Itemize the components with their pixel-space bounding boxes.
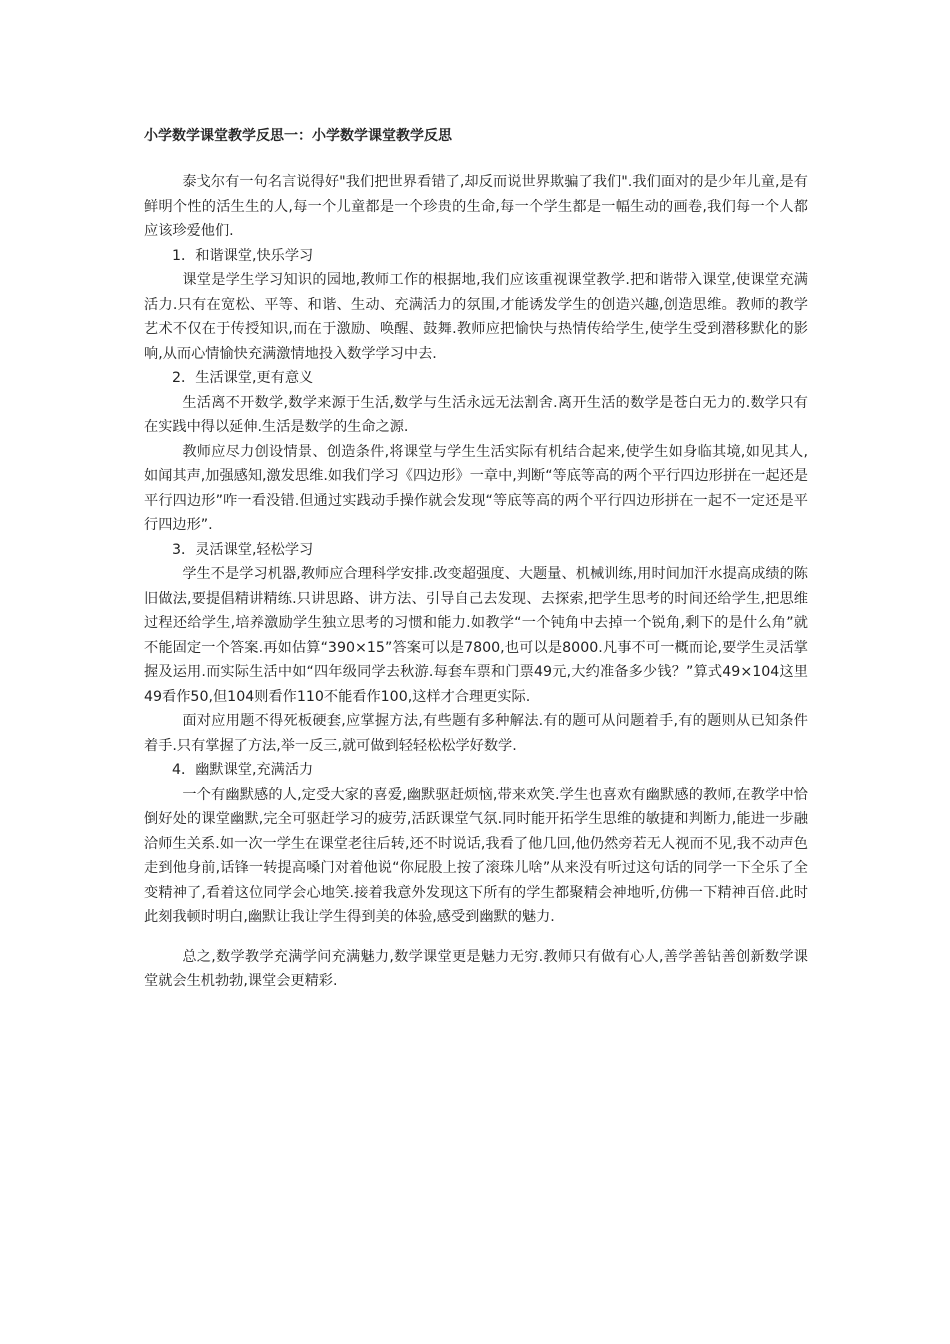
section-heading-2: 2．生活课堂,更有意义 <box>172 370 314 386</box>
paragraph: 生活离不开数学,数学来源于生活,数学与生活永远无法割舍.离开生活的数学是苍白无力的.数学只有在实践中得以延伸.生活是数学的生命之源. <box>144 394 808 435</box>
section-heading-3: 3．灵活课堂,轻松学习 <box>172 541 314 558</box>
document-body <box>144 122 808 994</box>
section-heading-1: 1．和谐课堂,快乐学习 <box>172 247 314 264</box>
document-title: 小学数学课堂教学反思一：小学数学课堂教学反思 <box>144 128 452 144</box>
paragraph: 面对应用题不得死板硬套,应掌握方法,有些题有多种解法.有的题可从问题着手,有的题则从已知条件着手.只有掌握了方法,举一反三,就可做到轻轻松松学好数学. <box>144 713 808 754</box>
paragraph-conclusion: 总之,数学教学充满学问充满魅力,数学课堂更是魅力无穷.教师只有做有心人,善学善钻善创新数学课堂就会生机勃勃,课堂会更精彩. <box>144 948 808 989</box>
paragraph-intro: 泰戈尔有一句名言说得好"我们把世界看错了,却反而说世界欺骗了我们".我们面对的是少年儿童,是有鲜明个性的活生生的人,每一个儿童都是一个珍贵的生命,每一个学生都是一幅生动的画卷,我们每一个人都应该珍爱他们. <box>144 174 808 239</box>
paragraph: 一个有幽默感的人,定受大家的喜爱,幽默驱赶烦恼,带来欢笑.学生也喜欢有幽默感的教师,在教学中恰倒好处的课堂幽默,完全可驱赶学习的疲劳,活跃课堂气氛.同时能开拓学生思维的敏捷和判断力,能进一步融洽师生关系.如一次一学生在课堂老往后转,还不时说话,我看了他几回,他仍然旁若无人视而不见,我不动声色走到他身前,话锋一转提高嗓门对着他说“你屁股上按了滚珠儿啥”从来没有听过这句话的同学一下全乐了全变精神了,看着这位同学会心地笑.接着我意外发现这下所有的学生都聚精会神地听,仿佛一下精神百倍.此时此刻我顿时明白,幽默让我让学生得到美的体验,感受到幽默的魅力. <box>144 786 808 925</box>
section-heading-4: 4．幽默课堂,充满活力 <box>172 762 314 778</box>
paragraph: 课堂是学生学习知识的园地,教师工作的根据地,我们应该重视课堂教学.把和谐带入课堂,使课堂充满活力.只有在宽松、平等、和谐、生动、充满活力的氛围,才能诱发学生的创造兴趣,创造思维。教师的教学艺术不仅在于传授知识,而在于激励、唤醒、鼓舞.教师应把愉快与热情传给学生,使学生受到潜移默化的影响,从而心情愉快充满激情地投入数学学习中去. <box>144 272 808 362</box>
paragraph: 教师应尽力创设情景、创造条件,将课堂与学生生活实际有机结合起来,使学生如身临其境,如见其人,如闻其声,加强感知,激发思维.如我们学习《四边形》一章中,判断“等底等高的两个平行四边形拼在一起还是平行四边形”咋一看没错.但通过实践动手操作就会发现“等底等高的两个平行四边形拼在一起不一定还是平行四边形”. <box>144 443 808 533</box>
paragraph: 学生不是学习机器,教师应合理科学安排.改变超强度、大题量、机械训练,用时间加汗水提高成绩的陈旧做法,要提倡精讲精练.只讲思路、讲方法、引导自己去发现、去探索,把学生思考的时间还给学生,把思维过程还给学生,培养激励学生独立思考的习惯和能力.如教学“一个钝角中去掉一个锐角,剩下的是什么角”就不能固定一个答案.再如估算“390×15”答案可以是7800,也可以是8000.凡事不可一概而论,要学生灵活掌握及运用.而实际生活中如“四年级同学去秋游.每套车票和门票49元,大约准备多少钱？”算式49×104这里49看作50,但104则看作110不能看作100,这样才合理更实际. <box>144 566 808 705</box>
